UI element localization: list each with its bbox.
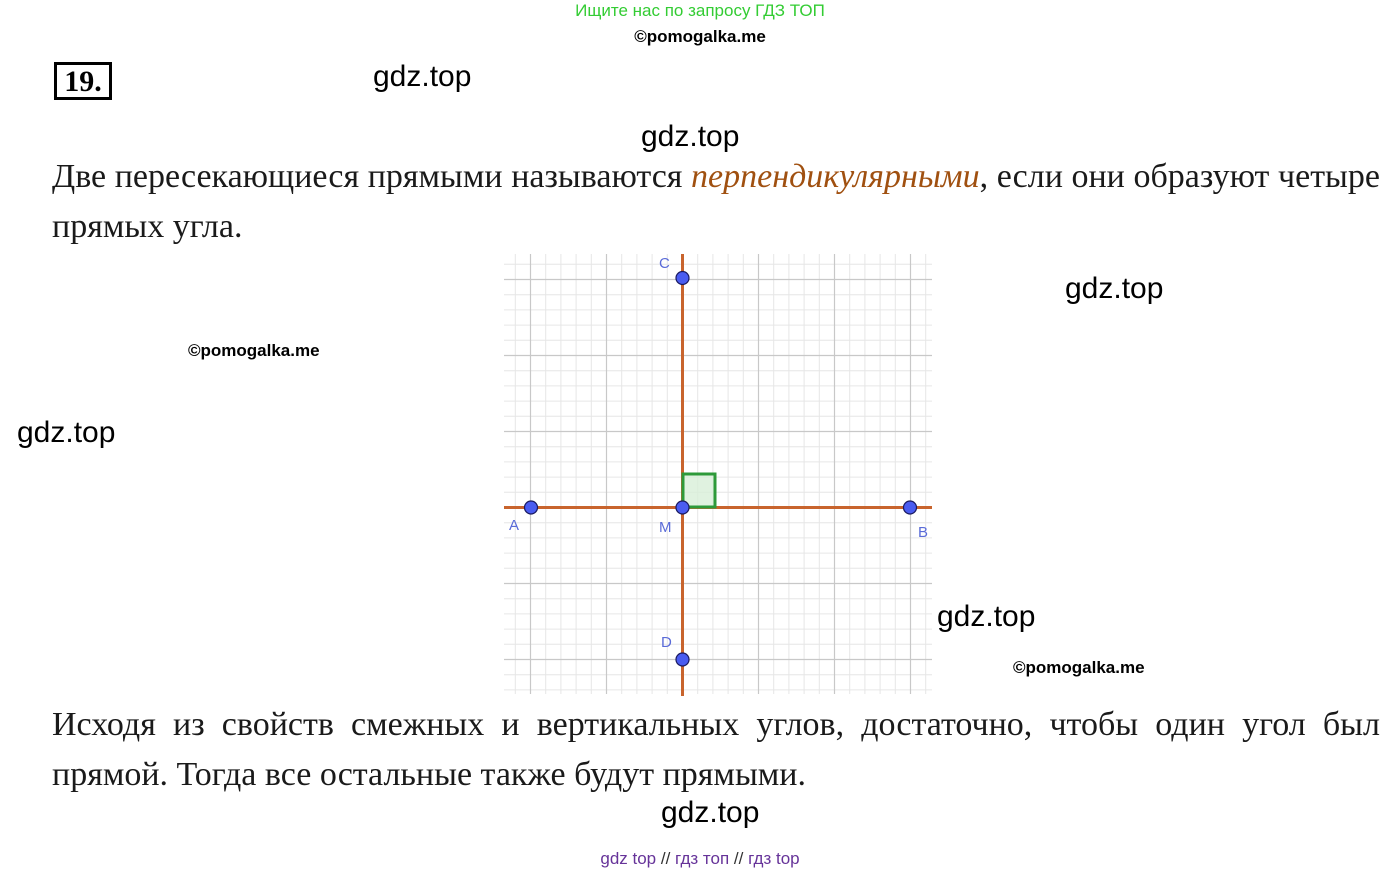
point-C [676,272,689,285]
watermark: gdz.top [1065,272,1164,305]
major-grid [504,254,932,694]
label-B: B [918,524,929,541]
watermark: gdz.top [373,60,472,93]
footer-links [0,849,1400,869]
right-angle-marker [683,474,715,507]
footer-separator: // [660,849,671,868]
minor-grid [504,254,932,694]
watermark: gdz.top [17,416,116,449]
label-A: A [509,517,520,534]
footer-link-gdz-top-ru[interactable]: гдз топ [675,849,730,868]
copyright-watermark: ©pomogalka.me [1013,658,1145,677]
geometry-diagram [500,250,936,698]
perpendicular-lines-figure [500,250,936,703]
point-A [525,501,538,514]
copyright-header: ©pomogalka.me [634,27,766,46]
watermark: gdz.top [661,796,760,829]
watermark: gdz.top [937,600,1036,633]
copyright-watermark: ©pomogalka.me [188,341,320,360]
definition-paragraph [52,152,1380,252]
exercise-number: 19. [54,62,112,100]
search-hint: Ищите нас по запросу ГДЗ ТОП [575,1,825,20]
footer-link-gdz-top-mixed[interactable]: гдз top [748,849,800,868]
label-M: M [659,519,672,536]
watermark: gdz.top [641,120,740,153]
definition-text-end: , если они образуют четыре прямых угла. [52,158,1380,245]
label-C: C [659,255,670,272]
label-D: D [661,634,672,651]
footer-separator: // [733,849,744,868]
explanation-paragraph: Исходя из свойств смежных и вертикальных углов, достаточно, чтобы один угол был прямой. Тогда все остальные также будут прямыми. [52,706,1380,793]
point-D [676,653,689,666]
footer-link-gdz-top[interactable]: gdz top [600,849,657,868]
term-perpendicular: перпендикулярными [691,158,980,195]
point-M [676,501,689,514]
definition-text-start: Две пересекающиеся прямыми называются [52,158,692,195]
point-B [904,501,917,514]
